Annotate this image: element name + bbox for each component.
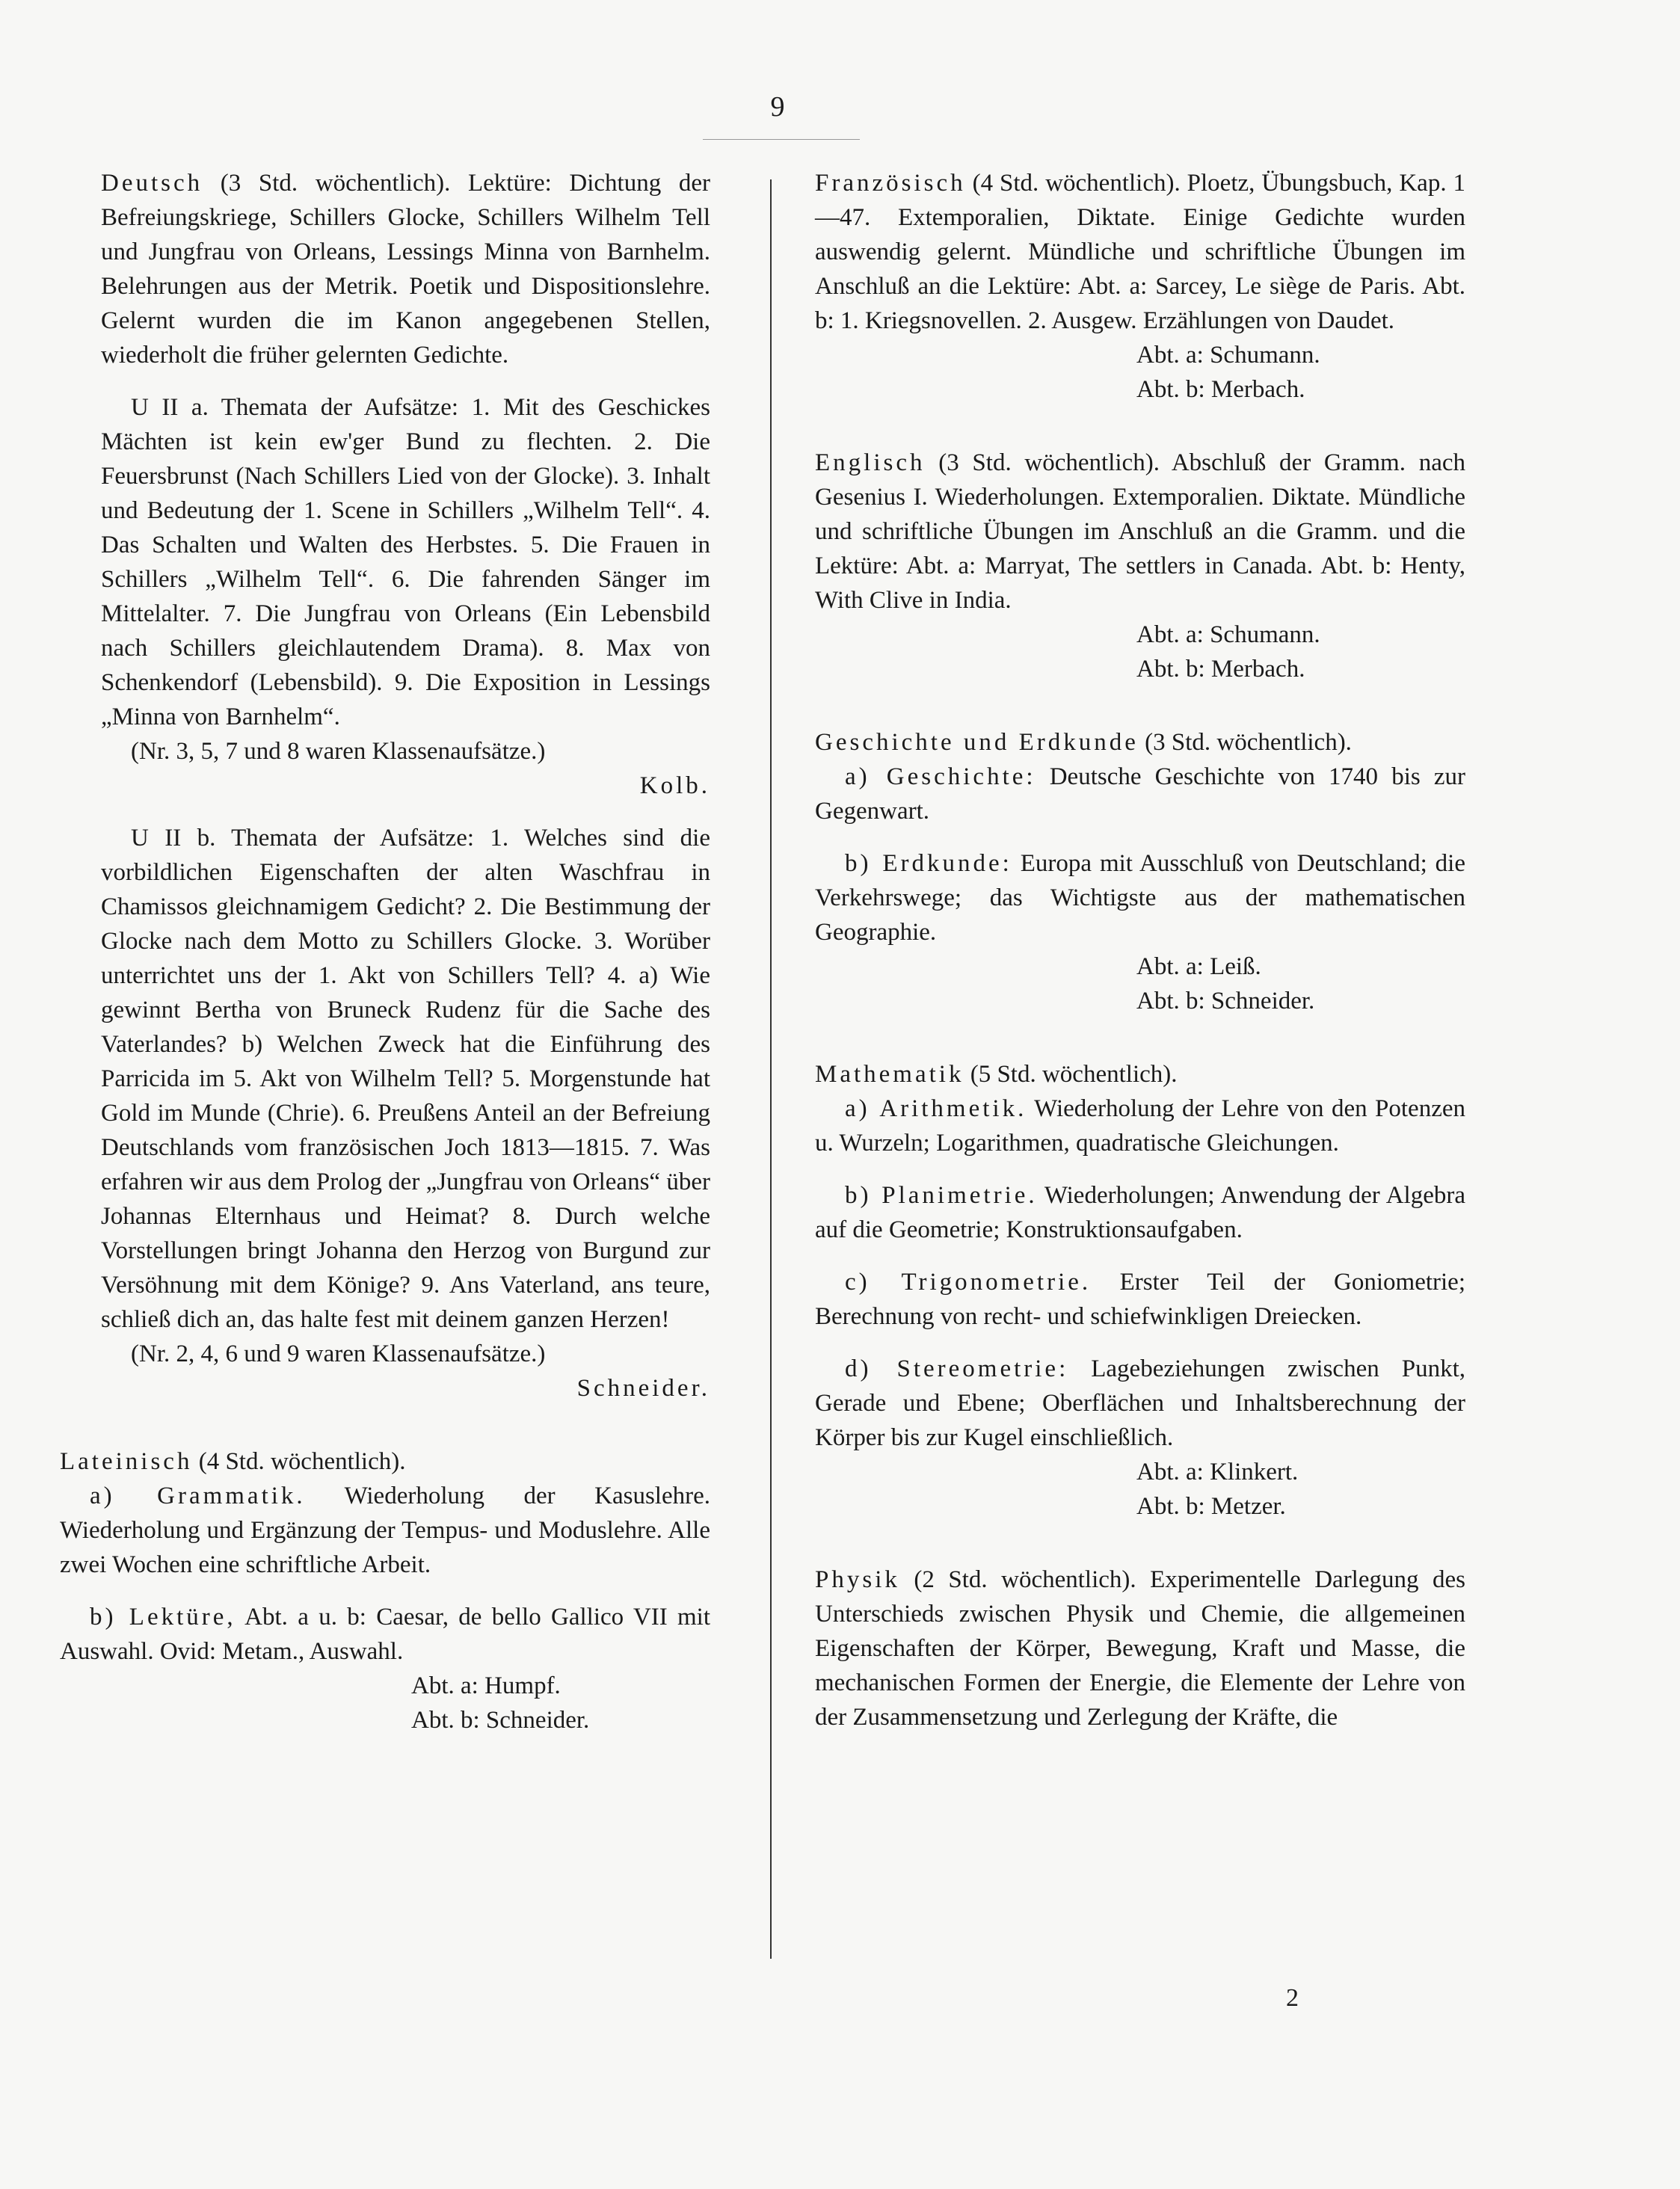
deutsch-paragraph [101, 166, 710, 372]
franz-heading: Französisch [815, 170, 966, 197]
latein-heading: Lateinisch [60, 1448, 193, 1475]
latein-b-text: Abt. a u. b: Caesar, de bello Gallico VII mit Auswahl. Ovid: Metam., Auswahl. [60, 1604, 710, 1665]
mathe-a-label: a) Arithmetik. [845, 1095, 1027, 1122]
latein-paragraph [60, 1444, 710, 1479]
header-rule [703, 139, 860, 140]
geschichte-paragraph [815, 725, 1465, 760]
englisch-text: (3 Std. wöchentlich). Abschluß der Gramm. nach Gesenius I. Wiederholungen. Extemporalien. Diktate. Mündliche und schriftliche Übungen im Anschluß an die Gramm. und die Lektüre: Abt. a: Marryat, The settlers in Canada. Abt. b: Henty, With Clive in India. [815, 449, 1465, 614]
geschichte-abt-b: Abt. b: Schneider. [1136, 988, 1315, 1015]
deutsch-text: (3 Std. wöchentlich). Lektüre: Dichtung der Befreiungskriege, Schillers Glocke, Schillers Wilhelm Tell und Jungfrau von Orleans, Lessings Minna von Barnhelm. Belehrungen aus der Metrik. Poetik und Dispositionslehre. Gelernt wurden die im Kanon angegebenen Stellen, wiederholt die früher gelernten Gedichte. [101, 170, 710, 369]
mathe-b-label: b) Planimetrie. [845, 1182, 1038, 1209]
physik-heading: Physik [815, 1566, 900, 1593]
right-column [815, 166, 1465, 1734]
mathe-abt-b: Abt. b: Metzer. [1136, 1493, 1286, 1520]
englisch-heading: Englisch [815, 449, 926, 476]
u2b-teacher: Schneider. [576, 1375, 710, 1402]
mathe-d-text: Lagebeziehungen zwischen Punkt, Gerade und Ebene; Oberflächen und Inhaltsberechnung der Körper bis zur Kugel einschließlich. [815, 1355, 1465, 1451]
mathe-heading: Mathematik [815, 1061, 964, 1088]
mathe-d-label: d) Stereometrie: [845, 1355, 1069, 1382]
englisch-abt-a: Abt. a: Schumann. [1136, 621, 1320, 648]
geschichte-a-label: a) Geschichte: [845, 763, 1036, 790]
geschichte-heading: Geschichte und Erdkunde [815, 729, 1139, 756]
geschichte-a-text: Deutsche Geschichte von 1740 bis zur Gegenwart. [815, 763, 1466, 825]
physik-text: (2 Std. wöchentlich). Experimentelle Darlegung des Unterschieds zwischen Physik und Chemie, die allgemeinen Eigenschaften der Körper, Bewegung, Kraft und Masse, die mechanischen Formen der Energie, die Elemente der Lehre von der Zusammensetzung und Zerlegung der Kräfte, die [815, 1566, 1465, 1731]
mathe-abt-a: Abt. a: Klinkert. [1136, 1459, 1299, 1485]
latein-grammatik [60, 1479, 710, 1582]
franz-text: (4 Std. wöchentlich). Ploetz, Übungsbuch, Kap. 1—47. Extemporalien, Diktate. Einige Gedichte wurden auswendig gelernt. Mündliche und schriftliche Übungen im Anschluß an die Lektüre: Abt. a: Sarcey, Le siège de Paris. Abt. b: 1. Kriegsnovellen. 2. Ausgew. Erzählungen von Daudet. [815, 170, 1465, 334]
mathe-b [815, 1178, 1465, 1247]
column-divider [770, 179, 772, 1959]
latein-abt-b: Abt. b: Schneider. [411, 1707, 590, 1734]
franz-paragraph [815, 166, 1465, 338]
geschichte-text: (3 Std. wöchentlich). [1138, 729, 1352, 756]
u2a-note: (Nr. 3, 5, 7 und 8 waren Klassenaufsätze.) [131, 738, 546, 765]
physik-paragraph [815, 1563, 1465, 1734]
latein-lektuere [60, 1600, 710, 1669]
franz-abt-b: Abt. b: Merbach. [1136, 376, 1305, 403]
sheet-signature: 2 [1286, 1984, 1299, 2012]
geschichte-b-text: Europa mit Ausschluß von Deutschland; die Verkehrswege; das Wichtigste aus der mathematischen Geographie. [815, 850, 1466, 946]
latein-a-text: Wiederholung der Kasuslehre. Wiederholung und Ergänzung der Tempus- und Moduslehre. Alle zwei Wochen eine schriftliche Arbeit. [60, 1483, 710, 1578]
mathe-c-label: c) Trigonometrie. [845, 1269, 1092, 1296]
mathe-a [815, 1092, 1465, 1160]
latein-text: (4 Std. wöchentlich). [192, 1448, 406, 1475]
englisch-paragraph [815, 446, 1465, 618]
latein-b-label: b) Lektüre, [90, 1604, 236, 1631]
mathe-c [815, 1265, 1465, 1334]
geschichte-b [815, 846, 1465, 949]
geschichte-abt-a: Abt. a: Leiß. [1136, 953, 1261, 980]
geschichte-b-label: b) Erdkunde: [845, 850, 1012, 877]
u2a-teacher: Kolb. [639, 772, 710, 799]
latein-abt-a: Abt. a: Humpf. [411, 1672, 561, 1699]
mathe-c-text: Erster Teil der Goniometrie; Berechnung von recht- und schiefwinkligen Dreiecken. [815, 1269, 1466, 1330]
mathe-b-text: Wiederholungen; Anwendung der Algebra auf die Geometrie; Konstruktionsaufgaben. [815, 1182, 1465, 1243]
u2b-note: (Nr. 2, 4, 6 und 9 waren Klassenaufsätze.) [131, 1340, 546, 1367]
latein-a-label: a) Grammatik. [90, 1483, 306, 1509]
left-column [60, 166, 710, 1737]
u2b-topics: U II b. Themata der Aufsätze: 1. Welches sind die vorbildlichen Eigenschaften der alten Waschfrau in Chamissos gleichnamigem Gedicht? 2. Die Bestimmung der Glocke nach dem Motto zu Schillers Glocke. 3. Worüber unterrichtet uns der 1. Akt von Schillers Tell? 4. a) Wie gewinnt Bertha von Bruneck Rudenz für die Sache des Vaterlandes? b) Welchen Zweck hat die Einführung des Parricida im 5. Akt von Wilhelm Tell? 5. Morgenstunde hat Gold im Munde (Chrie). 6. Preußens Anteil an der Befreiung Deutschlands vom französischen Joch 1813—1815. 7. Was erfahren wir aus dem Prolog der „Jungfrau von Orleans“ über Johannas Elternhaus und Heimat? 8. Durch welche Vorstellungen bringt Johanna den Herzog von Burgund zur Versöhnung mit dem Könige? 9. Ans Vaterland, ans teure, schließ dich an, das halte fest mit deinem ganzen Herzen! [101, 825, 710, 1333]
franz-abt-a: Abt. a: Schumann. [1136, 342, 1320, 369]
mathe-d [815, 1352, 1465, 1455]
mathe-a-text: Wiederholung der Lehre von den Potenzen u. Wurzeln; Logarithmen, quadratische Gleichungen. [815, 1095, 1465, 1157]
geschichte-a [815, 760, 1465, 828]
englisch-abt-b: Abt. b: Merbach. [1136, 656, 1305, 683]
u2a-topics: U II a. Themata der Aufsätze: 1. Mit des Geschickes Mächten ist kein ew'ger Bund zu flechten. 2. Die Feuersbrunst (Nach Schillers Lied von der Glocke). 3. Inhalt und Bedeutung der 1. Scene in Schillers „Wilhelm Tell“. 4. Das Schalten und Walten des Herbstes. 5. Die Frauen in Schillers „Wilhelm Tell“. 6. Die fahrenden Sänger im Mittelalter. 7. Die Jungfrau von Orleans (Ein Lebensbild nach Schillers gleichlautendem Drama). 8. Max von Schenkendorf (Lebensbild). 9. Die Exposition in Lessings „Minna von Barnhelm“. [101, 394, 710, 730]
deutsch-heading: Deutsch [101, 170, 203, 197]
mathe-paragraph [815, 1057, 1465, 1092]
page-number: 9 [770, 91, 785, 123]
mathe-text: (5 Std. wöchentlich). [964, 1061, 1178, 1088]
